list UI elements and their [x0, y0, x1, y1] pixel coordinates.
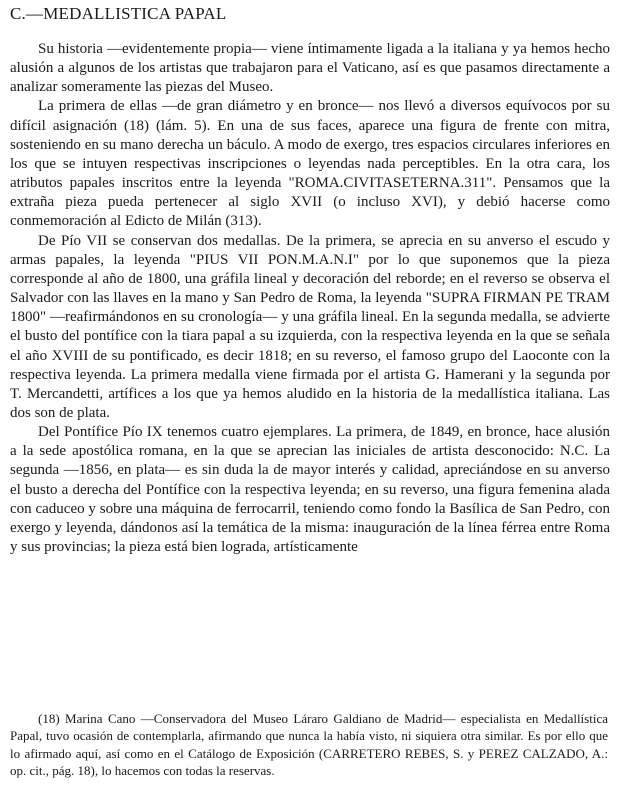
- footnote: [10, 710, 608, 779]
- paragraph: Su historia —evidentemente propia— viene íntimamente ligada a la italiana y ya hemos hecho alusión a algunos de los artistas que trabajaron para el Vaticano, así es que pasamos directamente a analizar someramente las piezas del Museo.: [10, 41, 610, 96]
- paragraph: Del Pontífice Pío IX tenemos cuatro ejemplares. La primera, de 1849, en bronce, hace alusión a la sede apostólica romana, en la que se aprecian las iniciales de artista desconocido: N.C. La segunda —1856, en plata— es sin duda la de mayor interés y calidad, apreciándose en su anverso el busto a derecha del Pontífice con la respectiva leyenda; en su reverso, una figura femenina alada con caduceo y sobre una máquina de ferrocarril, teniendo como fondo la Basílica de San Pedro, con exergo y leyenda, dándonos así la temática de la misma: inauguración de la línea férrea entre Roma y sus provincias; la pieza está bien lograda, artísticamente: [10, 424, 610, 556]
- paragraph: De Pío VII se conservan dos medallas. De la primera, se aprecia en su anverso el escudo y armas papales, la leyenda "PIUS VII PON.M.A.N.I" por lo que suponemos que la pieza corresponde al año de 1800, una gráfila lineal y decoración del reborde; en el reverso se observa el Salvador con las llaves en la mano y San Pedro de Roma, la leyenda "SUPRA FIRMAN PE TRAM 1800" —reafirmándonos en su cronología— y una gráfila lineal. En la segunda medalla, se advierte el busto del pontífice con la tiara papal a su izquierda, con la respectiva leyenda en la que se señala el año XVIII de su pontificado, es decir 1818; en su reverso, el famoso grupo del Laoconte con la respectiva leyenda. La primera medalla viene firmada por el artista G. Hamerani y la segunda por T. Mercandetti, artífices a los que ya hemos aludido en la historia de la medallística italiana. Las dos son de plata.: [10, 232, 610, 421]
- footnote-text: (18) Marina Cano —Conservadora del Museo Láraro Galdiano de Madrid— especialista en Medallística Papal, tuvo ocasión de contemplarla, afirmando que nunca la había visto, ni siquiera otra similar. Es por ello que lo afirmado aquí, así como en el Catálogo de Exposición (CARRETERO REBES, S. y PEREZ CALZADO, A.: op. cit., pág. 18), lo hacemos con todas la reservas.: [10, 711, 608, 778]
- body-text: [10, 40, 610, 557]
- section-heading: C.—MEDALLISTICA PAPAL: [10, 4, 227, 23]
- paragraph: La primera de ellas —de gran diámetro y en bronce— nos llevó a diversos equívocos por su difícil asignación (18) (lám. 5). En una de sus faces, aparece una figura de frente con mitra, sosteniendo en su mano derecha un báculo. A modo de exergo, tres espacios circulares inferiores en los que se intuyen respectivas inscripciones o leyendas nada perceptibles. En la otra cara, los atributos papales inscritos entre la leyenda "ROMA.CIVITASETERNA.311". Pensamos que la extraña pieza pueda pertenecer al siglo XVII (o incluso XVI), y debió hacerse como conmemoración al Edicto de Milán (313).: [10, 98, 610, 230]
